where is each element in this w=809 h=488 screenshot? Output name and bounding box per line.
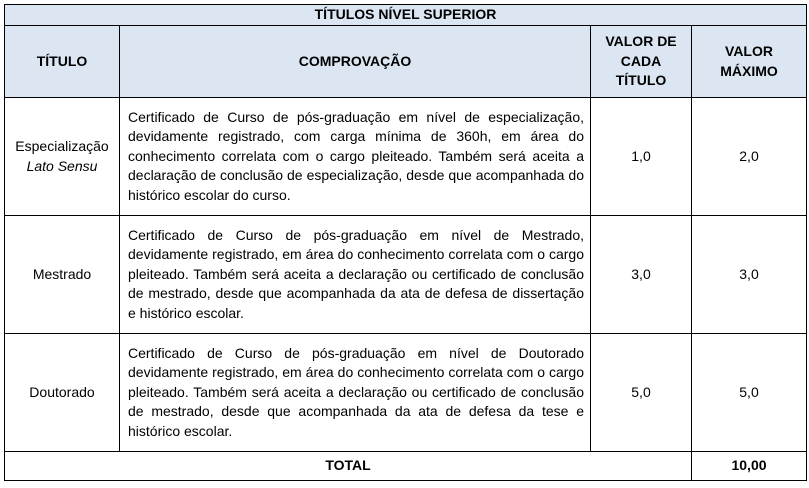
row-description: Certificado de Curso de pós-graduação em nível de especialização, devidamente registrado, com carga mínima de 360h, em área do conhecimento correlata com o cargo pleiteado. Também será aceita a declaração de conclusão de especialização, desde que acompanhada do histórico escolar do curso. (120, 98, 591, 216)
table-total-row (5, 452, 807, 481)
table-title-row (5, 5, 807, 26)
row-value: 1,0 (591, 98, 692, 216)
table-header-row (5, 26, 807, 98)
total-value: 10,00 (692, 452, 807, 481)
header-comprovacao: COMPROVAÇÃO (120, 26, 591, 98)
header-valor-cada-line3: TÍTULO (615, 72, 667, 89)
header-valor-cada-line2: CADA (620, 52, 662, 69)
table-row (5, 216, 807, 334)
row-description: Certificado de Curso de pós-graduação em nível de Mestrado, devidamente registrado, em área do conhecimento correlata com o cargo pleiteado. Também será aceita a declaração ou certificado de conclusão de mestrado, desde que acompanhada da ata de defesa de dissertação e histórico escolar. (120, 216, 591, 334)
row-max-value: 5,0 (692, 334, 807, 452)
row-title: Especialização (15, 138, 109, 154)
header-valor-cada-line1: VALOR DE (605, 33, 677, 50)
titles-table-container (4, 4, 806, 481)
row-description: Certificado de Curso de pós-graduação em nível de Doutorado devidamente registrado, em área do conhecimento correlata com o cargo pleiteado. Também será aceita a declaração ou certificado de conclusão de mestrado, desde que acompanhada da ata de defesa da tese e histórico escolar. (120, 334, 591, 452)
row-title: Doutorado (5, 334, 120, 452)
titles-table (4, 4, 807, 481)
header-valor-maximo (692, 26, 807, 98)
header-titulo: TÍTULO (5, 26, 120, 98)
row-value: 5,0 (591, 334, 692, 452)
header-valor-max-line1: VALOR (725, 43, 773, 59)
total-label: TOTAL (5, 452, 692, 481)
table-row (5, 98, 807, 216)
row-value: 3,0 (591, 216, 692, 334)
row-max-value: 3,0 (692, 216, 807, 334)
row-title-cell (5, 98, 120, 216)
row-max-value: 2,0 (692, 98, 807, 216)
header-valor-cada-titulo (591, 26, 692, 98)
table-row (5, 334, 807, 452)
row-subtitle: Lato Sensu (26, 157, 98, 174)
header-valor-max-line2: MÁXIMO (720, 62, 778, 79)
row-title: Mestrado (5, 216, 120, 334)
table-title: TÍTULOS NÍVEL SUPERIOR (5, 5, 807, 26)
